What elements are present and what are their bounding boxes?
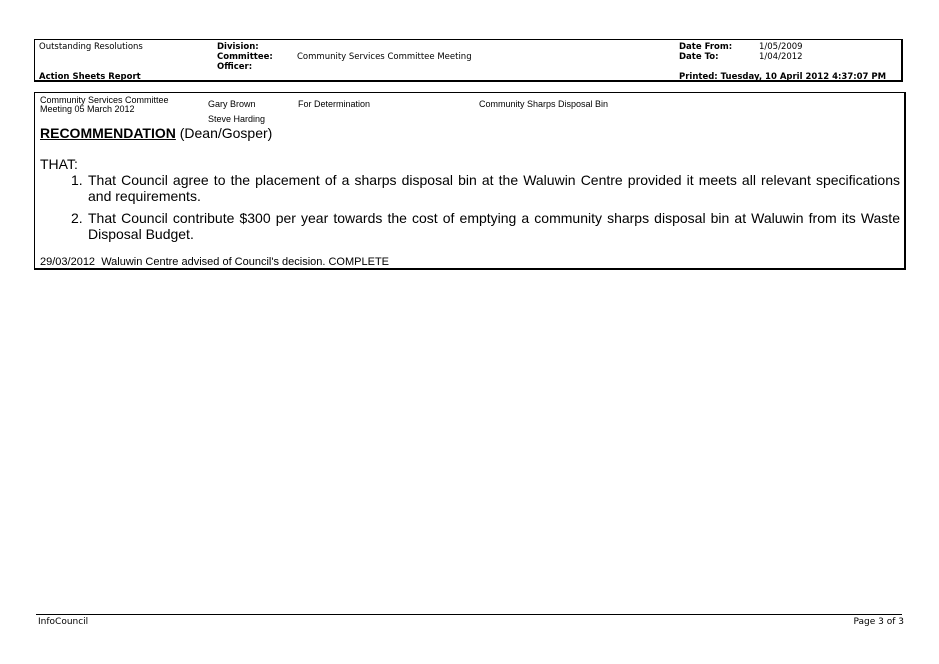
printed-value: Tuesday, 10 April 2012 4:37:07 PM	[720, 72, 887, 82]
list-item-number: 2.	[71, 210, 83, 226]
report-name: Action Sheets Report	[39, 72, 141, 82]
printed-stamp	[679, 72, 886, 82]
footer-app-name: InfoCouncil	[38, 617, 89, 627]
action-text: Waluwin Centre advised of Council's decision. COMPLETE	[101, 256, 389, 268]
action-date: 29/03/2012	[40, 256, 96, 268]
footer-page-number: Page 3 of 3	[853, 617, 904, 627]
footer-divider	[36, 614, 902, 615]
officer-name-2: Steve Harding	[208, 114, 266, 124]
committee-value: Community Services Committee Meeting	[297, 52, 472, 62]
item-type: For Determination	[298, 99, 371, 109]
list-item-text: That Council contribute $300 per year towards the cost of emptying a community sharps disposal bin at Waluwin from its Waste Disposal Budget.	[88, 210, 900, 242]
officer-name-1: Gary Brown	[208, 99, 256, 109]
recommendation-list	[40, 172, 900, 248]
list-item	[40, 172, 900, 204]
committee-label: Committee:	[217, 52, 273, 62]
report-header	[34, 39, 903, 82]
date-to-value: 1/04/2012	[759, 52, 803, 62]
printed-label: Printed:	[679, 72, 718, 82]
date-from-value: 1/05/2009	[759, 42, 803, 52]
division-label: Division:	[217, 42, 259, 52]
meeting-line2: Meeting 05 March 2012	[40, 104, 135, 114]
recommendation-heading: RECOMMENDATION	[40, 125, 176, 141]
list-item	[40, 210, 900, 242]
meeting-line1: Community Services Committee	[40, 95, 169, 105]
that-label: THAT:	[40, 156, 78, 172]
date-from-label: Date From:	[679, 42, 733, 52]
date-to-label: Date To:	[679, 52, 719, 62]
report-group: Outstanding Resolutions	[39, 42, 143, 52]
list-item-text: That Council agree to the placement of a sharps disposal bin at the Waluwin Centre provided it meets all relevant specifications and requirements.	[88, 172, 900, 204]
recommendation-title	[40, 125, 272, 141]
recommendation-movers: (Dean/Gosper)	[179, 125, 273, 141]
action-note	[40, 256, 389, 268]
list-item-number: 1.	[71, 172, 83, 188]
resolution-item	[34, 92, 906, 270]
item-subject: Community Sharps Disposal Bin	[479, 99, 609, 109]
officer-label: Officer:	[217, 62, 253, 72]
